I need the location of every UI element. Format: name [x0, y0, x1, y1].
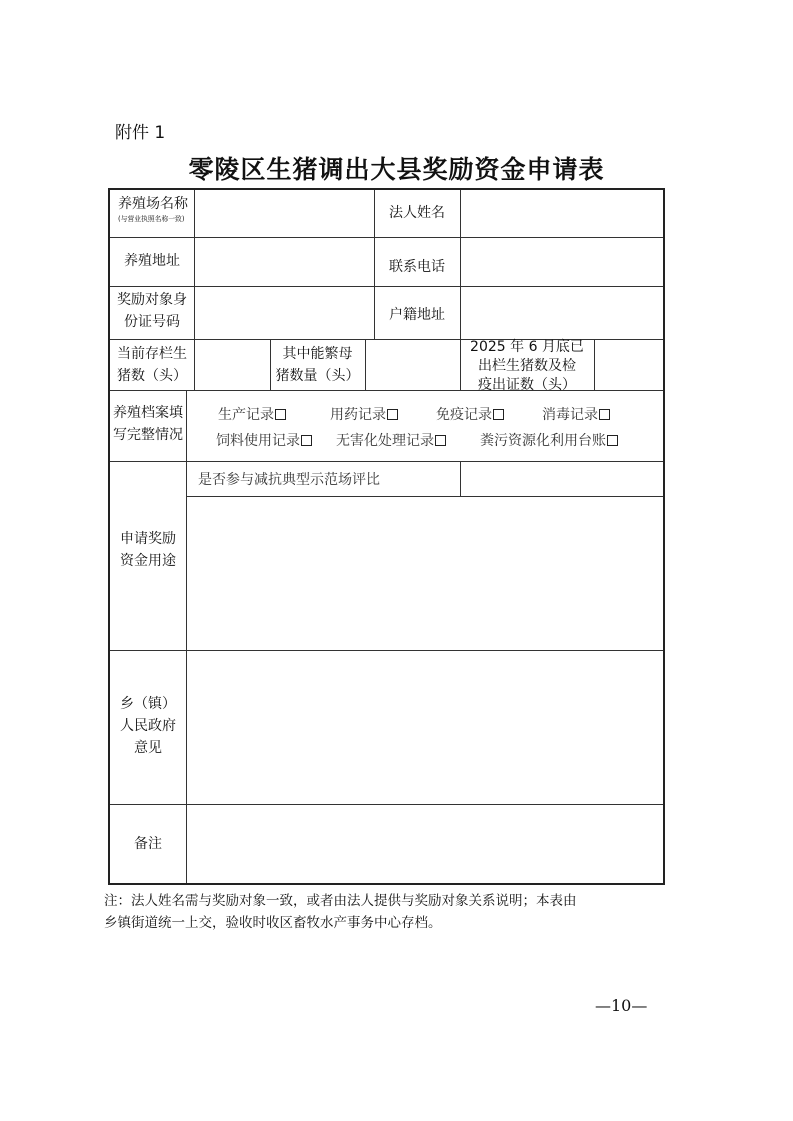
footnote-line1: 注：法人姓名需与奖励对象一致，或者由法人提供与奖励对象关系说明；本表由: [104, 893, 577, 909]
record-disinfection-checkbox[interactable]: [599, 409, 610, 420]
sow-count-field[interactable]: [366, 340, 459, 389]
stock-count-label: [110, 343, 194, 387]
id-number-label: [110, 289, 194, 333]
phone-field[interactable]: [461, 238, 661, 285]
legal-person-field[interactable]: [461, 191, 661, 236]
sow-label-line2: 猪数量（头）: [275, 368, 360, 384]
sow-label-line1: 其中能繁母: [282, 346, 353, 362]
farm-name-note: (与营业执照名称一致): [118, 215, 185, 223]
id-number-field[interactable]: [195, 287, 373, 338]
phone-label: 联系电话: [389, 259, 445, 275]
record-manure-text: 粪污资源化利用台账: [480, 433, 606, 449]
cert-label-line1: 2025 年 6 月底已: [470, 339, 584, 355]
town-label-line2: 人民政府: [120, 718, 176, 734]
farm-address-field[interactable]: [195, 238, 373, 285]
record-feed-checkbox[interactable]: [301, 435, 312, 446]
record-immunization: [436, 404, 504, 424]
remarks-field[interactable]: [187, 805, 661, 882]
record-manure: [480, 430, 618, 450]
record-medication: [330, 404, 398, 424]
record-production-checkbox[interactable]: [275, 409, 286, 420]
records-label: [110, 402, 186, 446]
id-label-line1: 奖励对象身: [117, 292, 187, 308]
usage-label-line2: 资金用途: [120, 553, 176, 569]
household-address-field[interactable]: [461, 287, 661, 338]
cert-label-line2: 出栏生猪数及检: [478, 358, 576, 374]
slaughter-cert-field[interactable]: [595, 340, 661, 389]
footnote-line2: 乡镇街道统一上交，验收时收区畜牧水产事务中心存档。: [104, 915, 442, 931]
stock-count-field[interactable]: [195, 340, 269, 389]
page-number: —10—: [595, 996, 648, 1015]
remarks-label: 备注: [134, 836, 162, 852]
record-harmless-checkbox[interactable]: [435, 435, 446, 446]
model-farm-question: 是否参与减抗典型示范场评比: [198, 472, 380, 488]
record-disinfection-text: 消毒记录: [542, 407, 598, 423]
slaughter-cert-label: [460, 338, 594, 395]
id-label-line2: 份证号码: [124, 314, 180, 330]
application-form-table: [108, 188, 665, 885]
farm-address-label: 养殖地址: [124, 253, 180, 269]
record-harmless-text: 无害化处理记录: [336, 433, 434, 449]
town-label-line1: 乡（镇）: [120, 696, 176, 712]
record-production-text: 生产记录: [218, 407, 274, 423]
farm-name-field[interactable]: [195, 191, 373, 236]
record-immunization-checkbox[interactable]: [493, 409, 504, 420]
record-manure-checkbox[interactable]: [607, 435, 618, 446]
record-medication-checkbox[interactable]: [387, 409, 398, 420]
record-production: [218, 404, 286, 424]
record-harmless: [336, 430, 446, 450]
record-feed-text: 饲料使用记录: [216, 433, 300, 449]
usage-label-line1: 申请奖励: [120, 531, 176, 547]
record-medication-text: 用药记录: [330, 407, 386, 423]
records-label-line2: 写完整情况: [113, 427, 183, 443]
sow-count-label: [270, 343, 365, 387]
record-feed: [216, 430, 312, 450]
fund-usage-field[interactable]: [187, 497, 661, 649]
farm-name-text: 养殖场名称: [118, 196, 188, 212]
farm-name-label: [118, 193, 194, 225]
cert-label-line3: 疫出证数（头）: [478, 377, 576, 393]
attachment-label: 附件 1: [115, 123, 166, 143]
household-address-label: 户籍地址: [389, 307, 445, 323]
model-farm-answer-field[interactable]: [461, 462, 661, 495]
record-disinfection: [542, 404, 610, 424]
record-immunization-text: 免疫记录: [436, 407, 492, 423]
town-label-line3: 意见: [134, 740, 162, 756]
records-label-line1: 养殖档案填: [113, 405, 183, 421]
township-opinion-label: [110, 693, 186, 759]
fund-usage-label: [110, 528, 186, 572]
footnote: [104, 890, 664, 934]
township-opinion-field[interactable]: [187, 651, 661, 803]
legal-person-label: 法人姓名: [389, 205, 445, 221]
stock-label-line2: 猪数（头）: [117, 368, 187, 384]
stock-label-line1: 当前存栏生: [117, 346, 187, 362]
form-title: 零陵区生猪调出大县奖励资金申请表: [188, 155, 605, 184]
